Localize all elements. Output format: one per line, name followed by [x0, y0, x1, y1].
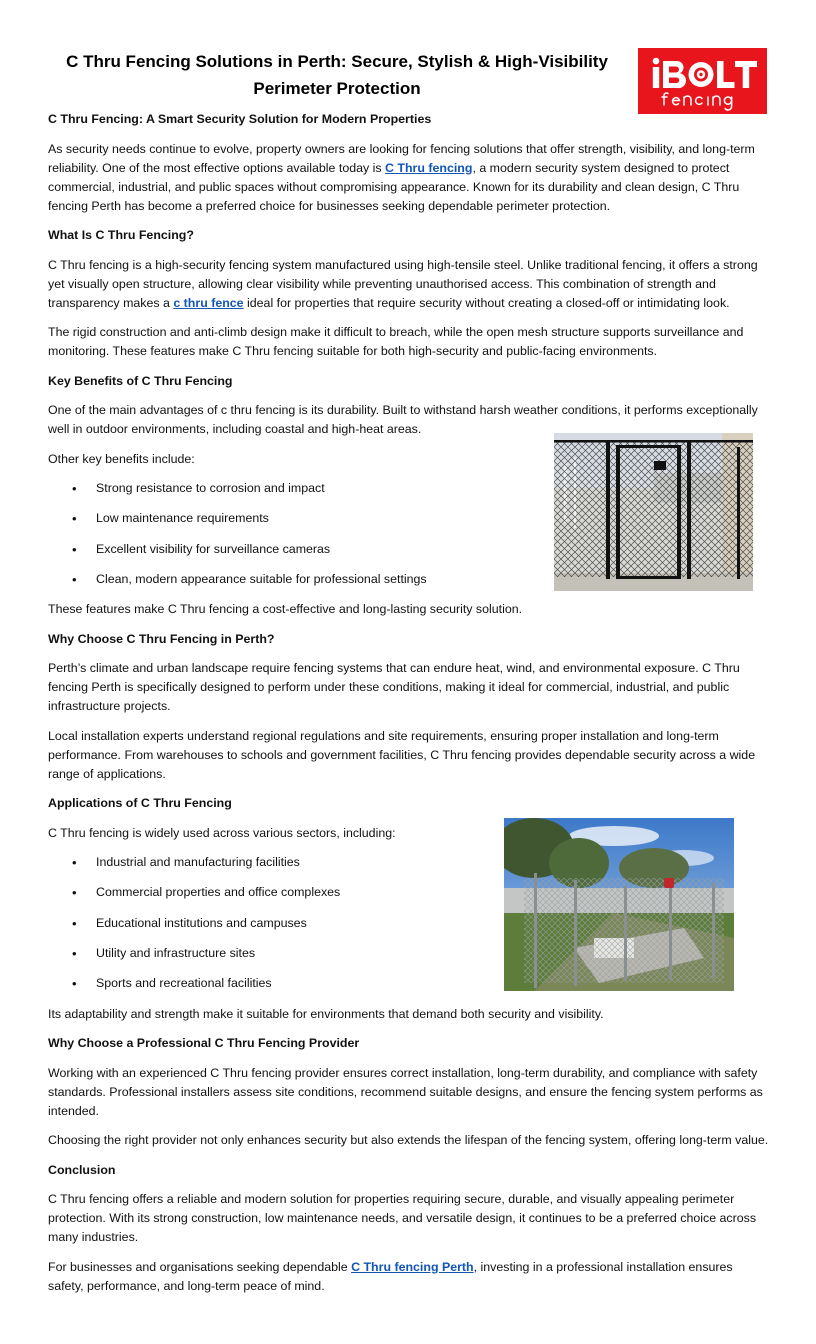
c-thru-fencing-link[interactable]: C Thru fencing	[385, 160, 473, 175]
benefits-paragraph-3: These features make C Thru fencing a cost-effective and long-lasting security solution.	[48, 602, 523, 617]
applications-paragraph-2: Its adaptability and strength make it suitable for environments that demand both security and visibility.	[48, 1006, 604, 1021]
c-thru-fence-link[interactable]: c thru fence	[173, 295, 244, 310]
list-item: • Clean, modern appearance suitable for professional settings	[48, 570, 770, 590]
list-item: • Strong resistance to corrosion and impact	[48, 479, 770, 499]
ibolt-logo-graphic	[638, 48, 767, 114]
list-item: • Utility and infrastructure sites	[48, 944, 770, 964]
list-item: • Sports and recreational facilities	[48, 974, 770, 994]
benefits-paragraph-1: One of the main advantages of c thru fencing is its durability. Built to withstand harsh weather conditions, it performs exceptionally well in outdoor environments, including coastal and high-heat areas.	[48, 403, 758, 436]
fence-gate-photo	[554, 433, 753, 591]
c-thru-fencing-perth-link[interactable]: C Thru fencing Perth	[351, 1259, 474, 1274]
list-item: • Educational institutions and campuses	[48, 914, 770, 934]
benefits-paragraph-2: Other key benefits include:	[48, 451, 195, 466]
list-item: • Low maintenance requirements	[48, 509, 770, 529]
text-run: , investing in a professional installation ensures safety, performance, and long-term peace of mind.	[48, 1259, 733, 1293]
text-run: For businesses and organisations seeking dependable	[48, 1259, 352, 1274]
list-item: • Excellent visibility for surveillance cameras	[48, 540, 770, 560]
list-item: • Commercial properties and office complexes	[48, 883, 770, 903]
perth-paragraph-1: Perth’s climate and urban landscape require fencing systems that can endure heat, wind, and environmental exposure. C Thru fencing Perth is specifically designed to perform under these conditions, making it ideal for commercial, industrial, and public infrastructure projects.	[48, 661, 740, 714]
heading-intro: C Thru Fencing: A Smart Security Solution for Modern Properties	[48, 112, 432, 126]
heading-applications: Applications of C Thru Fencing	[48, 796, 232, 811]
heading-conclusion: Conclusion	[48, 1162, 116, 1177]
conclusion-paragraph-1: C Thru fencing offers a reliable and modern solution for properties requiring secure, durable, and visually appealing perimeter protection. With its strong construction, low maintenance needs, and versatile design, it continues to be a preferred choice across many industries.	[48, 1192, 757, 1245]
heading-provider: Why Choose a Professional C Thru Fencing Provider	[48, 1036, 360, 1051]
fenced-enclosure-photo	[504, 818, 734, 991]
text-run: C Thru fencing is a high-security fencing system manufactured using high-tensile steel. Unlike traditional fencing, it offers a strong yet visually open structure, allowing clear visibility while preventing unauthorised access. This combination of strength and transparency makes a	[48, 257, 758, 310]
text-run: ideal for properties that require security without creating a closed-off or intimidating look.	[243, 295, 730, 310]
article-body	[48, 110, 770, 1306]
heading-what-is: What Is C Thru Fencing?	[48, 228, 194, 242]
perth-paragraph-2: Local installation experts understand regional regulations and site requirements, ensuring proper installation and long-term performance. From warehouses to schools and government facilities, C Thru fencing provides dependable security across a wide range of applications.	[48, 728, 756, 781]
text-run: As security needs continue to evolve, property owners are looking for fencing solutions that offer strength, visibility, and long-term reliability. One of the most effective options available today is	[48, 141, 755, 175]
provider-paragraph-2: Choosing the right provider not only enhances security but also extends the lifespan of the fencing system, offering long-term value.	[48, 1133, 769, 1148]
page-title: C Thru Fencing Solutions in Perth: Secure, Stylish & High-Visibility Perimeter Protection	[66, 52, 608, 98]
heading-benefits: Key Benefits of C Thru Fencing	[48, 373, 233, 388]
text-run: , a modern security system designed to protect commercial, industrial, and public spaces without compromising appearance. Known for its durability and clean design, C Thru fencing Perth has become a preferred choice for businesses seeking dependable perimeter protection.	[48, 160, 740, 213]
list-item: • Industrial and manufacturing facilities	[48, 853, 770, 873]
ibolt-logo	[638, 48, 767, 114]
heading-perth: Why Choose C Thru Fencing in Perth?	[48, 631, 275, 646]
applications-paragraph-1: C Thru fencing is widely used across various sectors, including:	[48, 825, 396, 840]
what-paragraph-1	[48, 256, 770, 313]
what-paragraph-2: The rigid construction and anti-climb design make it difficult to breach, while the open mesh structure supports surveillance and monitoring. These features make C Thru fencing suitable for both high-security and public-facing environments.	[48, 325, 744, 358]
conclusion-paragraph-2	[48, 1258, 770, 1296]
intro-paragraph	[48, 140, 770, 216]
provider-paragraph-1: Working with an experienced C Thru fencing provider ensures correct installation, long-term durability, and compliance with safety standards. Professional installers assess site conditions, recommend suitable designs, and ensure the fencing system performs as intended.	[48, 1065, 763, 1118]
